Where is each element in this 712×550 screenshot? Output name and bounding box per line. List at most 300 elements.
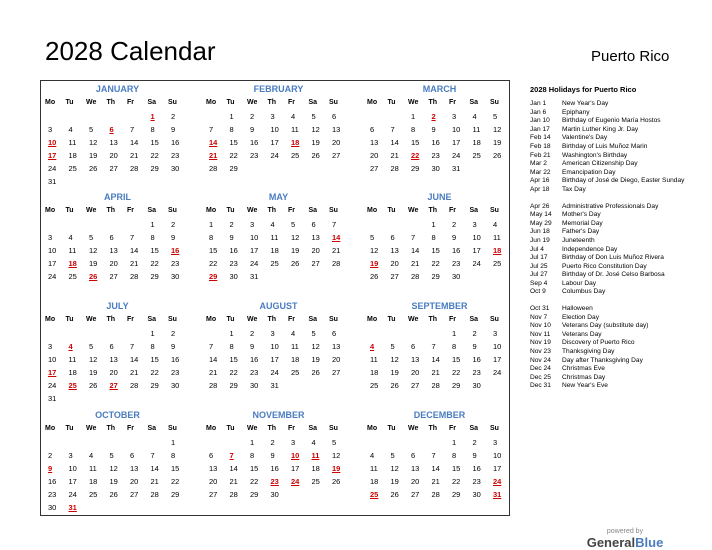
day-cell: 3: [493, 329, 498, 338]
day-cell: 30: [171, 272, 180, 281]
holiday-name: Independence Day: [562, 245, 618, 253]
holiday-name: Columbus Day: [562, 288, 606, 296]
holiday-name: Birthday of Don Luis Muñoz Rivera: [562, 254, 664, 262]
holiday-list-item: [530, 280, 705, 289]
holiday-day-cell: 11: [311, 451, 320, 460]
weekday-label: Th: [267, 99, 277, 106]
holiday-list-item: [530, 357, 705, 366]
brand-logo: GeneralBlue: [586, 535, 664, 550]
day-cell: 18: [89, 477, 98, 486]
day-cell: 23: [171, 151, 180, 160]
weekday-label: Sa: [469, 207, 479, 214]
weekday-label: Tu: [226, 425, 235, 432]
day-cell: 15: [452, 355, 461, 364]
holiday-date: Oct 31: [530, 305, 550, 313]
holiday-list-item: [530, 134, 705, 143]
day-cell: 2: [270, 438, 275, 447]
weekday-label: Fr: [449, 99, 456, 106]
day-cell: 5: [390, 451, 395, 460]
day-cell: 21: [390, 151, 399, 160]
weekday-label: We: [247, 316, 258, 323]
day-cell: 2: [171, 329, 176, 338]
day-cell: 6: [390, 233, 395, 242]
day-cell: 16: [171, 138, 180, 147]
holiday-date: Feb 18: [530, 142, 551, 150]
day-cell: 27: [390, 272, 399, 281]
holiday-name: Valentine's Day: [562, 134, 608, 142]
holiday-name: Birthday of Eugenio María Hostos: [562, 117, 661, 125]
day-cell: 16: [250, 138, 259, 147]
weekday-label: Su: [329, 207, 338, 214]
holiday-list-item: [530, 237, 705, 246]
weekday-label: Mo: [206, 99, 217, 106]
day-cell: 24: [68, 490, 77, 499]
day-cell: 25: [311, 477, 320, 486]
powered-by-text: powered by: [606, 528, 644, 535]
day-cell: 28: [390, 164, 399, 173]
day-cell: 20: [370, 151, 379, 160]
holiday-day-cell: 26: [89, 272, 98, 281]
day-cell: 26: [89, 381, 98, 390]
day-cell: 25: [291, 151, 300, 160]
holiday-name: Veterans Day (substitute day): [562, 322, 649, 330]
day-cell: 19: [311, 355, 320, 364]
day-cell: 3: [68, 451, 73, 460]
day-cell: 8: [452, 451, 457, 460]
day-cell: 4: [68, 125, 73, 134]
holiday-day-cell: 18: [68, 259, 77, 268]
day-cell: 24: [270, 151, 279, 160]
day-cell: 17: [270, 355, 279, 364]
holiday-list-item: [530, 177, 705, 186]
month-name: JUNE: [427, 192, 452, 202]
day-cell: 6: [332, 112, 337, 121]
holiday-date: Mar 22: [530, 168, 551, 176]
day-cell: 3: [493, 438, 498, 447]
holiday-date: May 29: [530, 219, 552, 227]
day-cell: 3: [270, 112, 275, 121]
day-cell: 24: [48, 164, 57, 173]
day-cell: 6: [370, 125, 375, 134]
weekday-label: We: [86, 207, 97, 214]
day-cell: 30: [171, 381, 180, 390]
holiday-date: Jul 25: [530, 262, 548, 270]
day-cell: 13: [332, 125, 341, 134]
day-cell: 29: [150, 272, 159, 281]
day-cell: 25: [89, 490, 98, 499]
day-cell: 13: [209, 464, 218, 473]
day-cell: 2: [452, 220, 457, 229]
day-cell: 6: [109, 233, 114, 242]
day-cell: 15: [150, 355, 159, 364]
day-cell: 2: [250, 112, 255, 121]
day-cell: 4: [472, 112, 477, 121]
holiday-day-cell: 24: [493, 477, 502, 486]
holiday-list-item: [530, 254, 705, 263]
day-cell: 10: [48, 246, 57, 255]
weekday-label: Mo: [206, 207, 217, 214]
day-cell: 27: [109, 164, 118, 173]
day-cell: 15: [411, 138, 420, 147]
day-cell: 5: [291, 220, 296, 229]
month-name: SEPTEMBER: [411, 301, 468, 311]
day-cell: 23: [229, 259, 238, 268]
month-name: MARCH: [422, 84, 457, 94]
day-cell: 17: [270, 138, 279, 147]
weekday-label: Mo: [367, 99, 378, 106]
day-cell: 14: [229, 464, 238, 473]
holiday-date: Dec 25: [530, 373, 551, 381]
month-name: FEBRUARY: [253, 84, 304, 94]
day-cell: 18: [68, 151, 77, 160]
holiday-list-item: [530, 382, 705, 391]
day-cell: 1: [411, 112, 416, 121]
day-cell: 1: [150, 329, 155, 338]
day-cell: 21: [229, 477, 238, 486]
day-cell: 10: [270, 342, 279, 351]
weekday-label: Th: [267, 425, 277, 432]
holiday-date: Mar 2: [530, 160, 547, 168]
holiday-date: Jul 27: [530, 271, 548, 279]
day-cell: 19: [89, 368, 98, 377]
weekday-label: Tu: [65, 425, 74, 432]
day-cell: 16: [472, 355, 481, 364]
day-cell: 3: [452, 112, 457, 121]
day-cell: 23: [171, 368, 180, 377]
day-cell: 12: [89, 246, 98, 255]
holiday-list-item: [530, 126, 705, 135]
day-cell: 3: [291, 438, 296, 447]
day-cell: 16: [250, 355, 259, 364]
weekday-label: Sa: [469, 99, 479, 106]
weekday-label: Mo: [45, 316, 56, 323]
holiday-name: American Citizenship Day: [562, 160, 638, 168]
day-cell: 7: [431, 451, 436, 460]
day-cell: 23: [250, 151, 259, 160]
footer-branding[interactable]: [585, 528, 665, 550]
day-cell: 9: [472, 451, 477, 460]
day-cell: 1: [209, 220, 214, 229]
holiday-list-item: [530, 152, 705, 161]
weekday-label: We: [86, 425, 97, 432]
holiday-day-cell: 10: [48, 138, 57, 147]
day-cell: 7: [209, 342, 214, 351]
day-cell: 23: [48, 490, 57, 499]
day-cell: 16: [270, 464, 279, 473]
holiday-name: Thanksgiving Day: [562, 348, 615, 356]
day-cell: 23: [171, 259, 180, 268]
day-cell: 29: [150, 164, 159, 173]
day-cell: 8: [171, 451, 176, 460]
day-cell: 25: [370, 381, 379, 390]
holiday-name: Christmas Day: [562, 373, 606, 381]
month-name: JULY: [106, 301, 129, 311]
day-cell: 28: [209, 381, 218, 390]
day-cell: 21: [431, 477, 440, 486]
day-cell: 1: [452, 329, 457, 338]
holiday-day-cell: 19: [332, 464, 341, 473]
day-cell: 11: [370, 355, 378, 364]
day-cell: 26: [109, 490, 118, 499]
holiday-name: Discovery of Puerto Rico: [562, 339, 635, 347]
day-cell: 14: [130, 246, 139, 255]
holiday-date: Jun 19: [530, 236, 550, 244]
day-cell: 3: [48, 342, 53, 351]
month-september: [367, 301, 512, 406]
day-cell: 12: [493, 125, 502, 134]
weekday-label: Tu: [387, 316, 396, 323]
day-cell: 5: [493, 112, 498, 121]
day-cell: 28: [411, 272, 420, 281]
holiday-day-cell: 17: [48, 368, 57, 377]
holiday-date: Jan 17: [530, 125, 550, 133]
day-cell: 7: [390, 125, 395, 134]
holiday-day-cell: 31: [68, 503, 77, 512]
day-cell: 19: [291, 246, 300, 255]
day-cell: 28: [130, 381, 139, 390]
weekday-label: Mo: [367, 207, 378, 214]
day-cell: 3: [48, 125, 53, 134]
weekday-label: Fr: [449, 207, 456, 214]
day-cell: 28: [209, 164, 218, 173]
day-cell: 5: [311, 112, 316, 121]
holiday-day-cell: 21: [209, 151, 218, 160]
weekday-label: Su: [490, 425, 499, 432]
day-cell: 23: [472, 477, 481, 486]
weekday-label: Sa: [147, 425, 157, 432]
weekday-label: We: [408, 316, 419, 323]
day-cell: 8: [150, 342, 155, 351]
holiday-date: Nov 23: [530, 348, 551, 356]
day-cell: 19: [390, 368, 399, 377]
weekday-label: Sa: [469, 425, 479, 432]
day-cell: 22: [229, 368, 238, 377]
day-cell: 30: [250, 381, 259, 390]
day-cell: 7: [411, 233, 416, 242]
month-name: NOVEMBER: [252, 410, 305, 420]
holiday-list-item: [530, 117, 705, 126]
weekday-label: Su: [168, 99, 177, 106]
holiday-date: Dec 31: [530, 382, 551, 390]
day-cell: 18: [370, 368, 379, 377]
day-cell: 18: [370, 477, 379, 486]
holiday-day-cell: 10: [291, 451, 300, 460]
day-cell: 13: [311, 233, 320, 242]
day-cell: 12: [311, 125, 320, 134]
month-april: [45, 192, 190, 297]
day-cell: 22: [250, 477, 259, 486]
holiday-list-item: [530, 374, 705, 383]
day-cell: 27: [109, 272, 118, 281]
day-cell: 24: [250, 259, 259, 268]
month-name: MAY: [268, 192, 289, 202]
day-cell: 14: [431, 464, 440, 473]
day-cell: 18: [291, 355, 300, 364]
holiday-date: May 14: [530, 211, 552, 219]
day-cell: 21: [209, 368, 218, 377]
holiday-name: New Year's Eve: [562, 382, 608, 390]
day-cell: 17: [472, 246, 481, 255]
day-cell: 5: [332, 438, 337, 447]
weekday-label: Mo: [45, 425, 56, 432]
holiday-list-item: [530, 160, 705, 169]
weekday-label: Fr: [127, 425, 134, 432]
day-cell: 10: [472, 233, 481, 242]
day-cell: 26: [332, 477, 341, 486]
day-cell: 15: [229, 138, 238, 147]
holiday-name: Juneteenth: [562, 236, 595, 244]
day-cell: 19: [109, 477, 118, 486]
day-cell: 17: [68, 477, 77, 486]
holiday-date: Apr 26: [530, 202, 550, 210]
weekday-label: We: [247, 99, 258, 106]
weekday-label: Th: [428, 425, 438, 432]
day-cell: 27: [332, 368, 341, 377]
day-cell: 11: [291, 342, 299, 351]
day-cell: 9: [171, 125, 176, 134]
holiday-name: Day after Thanksgiving Day: [562, 356, 643, 364]
holiday-date: Nov 19: [530, 339, 551, 347]
day-cell: 20: [109, 368, 118, 377]
day-cell: 6: [109, 342, 114, 351]
holiday-name: Father's Day: [562, 228, 600, 236]
holiday-day-cell: 23: [270, 477, 279, 486]
holiday-list-item: [530, 143, 705, 152]
day-cell: 13: [109, 138, 118, 147]
holiday-day-cell: 14: [332, 233, 341, 242]
day-cell: 22: [150, 259, 159, 268]
day-cell: 21: [411, 259, 420, 268]
holiday-group-gap: [530, 297, 705, 305]
holiday-date: Nov 7: [530, 313, 548, 321]
holiday-day-cell: 2: [431, 112, 436, 121]
day-cell: 4: [291, 329, 296, 338]
day-cell: 13: [390, 246, 399, 255]
day-cell: 10: [48, 355, 57, 364]
holiday-list: [530, 100, 705, 391]
day-cell: 11: [89, 464, 97, 473]
day-cell: 11: [68, 138, 77, 147]
day-cell: 10: [250, 233, 259, 242]
day-cell: 20: [130, 477, 139, 486]
holiday-list-item: [530, 365, 705, 374]
holiday-day-cell: 17: [48, 151, 57, 160]
day-cell: 22: [452, 368, 461, 377]
day-cell: 21: [130, 151, 139, 160]
day-cell: 9: [452, 233, 457, 242]
holiday-name: Epiphany: [562, 108, 590, 116]
day-cell: 9: [250, 125, 255, 134]
weekday-label: Sa: [308, 425, 318, 432]
day-cell: 30: [472, 490, 481, 499]
holiday-day-cell: 19: [370, 259, 379, 268]
weekday-label: Su: [168, 316, 177, 323]
weekday-label: Su: [329, 316, 338, 323]
day-cell: 15: [150, 246, 159, 255]
holiday-list-item: [530, 211, 705, 220]
day-cell: 14: [431, 355, 440, 364]
day-cell: 26: [291, 259, 300, 268]
day-cell: 19: [311, 138, 320, 147]
holiday-list-item: [530, 271, 705, 280]
holiday-date: Jan 10: [530, 117, 550, 125]
holiday-date: Dec 24: [530, 365, 551, 373]
holiday-name: Labour Day: [562, 279, 597, 287]
day-cell: 26: [390, 490, 399, 499]
holiday-date: Jul 4: [530, 245, 544, 253]
weekday-label: Mo: [206, 425, 217, 432]
day-cell: 30: [452, 272, 461, 281]
day-cell: 1: [250, 438, 255, 447]
holiday-day-cell: 16: [171, 246, 180, 255]
day-cell: 4: [291, 112, 296, 121]
holiday-name: Washington's Birthday: [562, 151, 628, 159]
month-name: AUGUST: [259, 301, 298, 311]
holiday-date: Jan 6: [530, 108, 547, 116]
day-cell: 10: [68, 464, 77, 473]
day-cell: 11: [68, 355, 77, 364]
holiday-date: Sep 4: [530, 279, 548, 287]
day-cell: 12: [89, 138, 98, 147]
day-cell: 7: [431, 342, 436, 351]
month-march: [367, 84, 512, 189]
holiday-day-cell: 6: [109, 125, 114, 134]
holiday-day-cell: 29: [209, 272, 218, 281]
day-cell: 12: [390, 355, 399, 364]
day-cell: 17: [452, 138, 461, 147]
weekday-label: Fr: [288, 425, 295, 432]
weekday-header: [45, 425, 190, 437]
day-cell: 8: [452, 342, 457, 351]
day-cell: 5: [89, 233, 94, 242]
day-cell: 16: [48, 477, 57, 486]
day-cell: 7: [209, 125, 214, 134]
calendar-grid: [40, 80, 510, 516]
day-cell: 29: [250, 490, 259, 499]
day-cell: 15: [209, 246, 218, 255]
day-cell: 2: [250, 329, 255, 338]
weekday-label: Su: [168, 207, 177, 214]
day-cell: 21: [332, 246, 341, 255]
day-cell: 2: [171, 112, 176, 121]
day-cell: 12: [390, 464, 399, 473]
holiday-date: Nov 11: [530, 330, 551, 338]
month-november: [206, 410, 351, 515]
day-cell: 26: [370, 272, 379, 281]
holiday-list-item: [530, 288, 705, 297]
day-cell: 11: [291, 125, 299, 134]
day-cell: 3: [250, 220, 255, 229]
weekday-label: Sa: [147, 207, 157, 214]
day-cell: 31: [48, 177, 57, 186]
holiday-day-cell: 14: [209, 138, 218, 147]
day-cell: 17: [48, 259, 57, 268]
holiday-day-cell: 25: [68, 381, 77, 390]
month-july: [45, 301, 190, 406]
weekday-label: Th: [428, 207, 438, 214]
holiday-list-item: [530, 100, 705, 109]
day-cell: 29: [150, 381, 159, 390]
holiday-list-item: [530, 203, 705, 212]
holiday-date: Apr 16: [530, 177, 550, 185]
day-cell: 3: [48, 233, 53, 242]
day-cell: 22: [431, 259, 440, 268]
holiday-day-cell: 18: [493, 246, 502, 255]
weekday-label: Sa: [147, 99, 157, 106]
weekday-label: Sa: [308, 316, 318, 323]
holiday-day-cell: 22: [411, 151, 420, 160]
day-cell: 20: [332, 138, 341, 147]
